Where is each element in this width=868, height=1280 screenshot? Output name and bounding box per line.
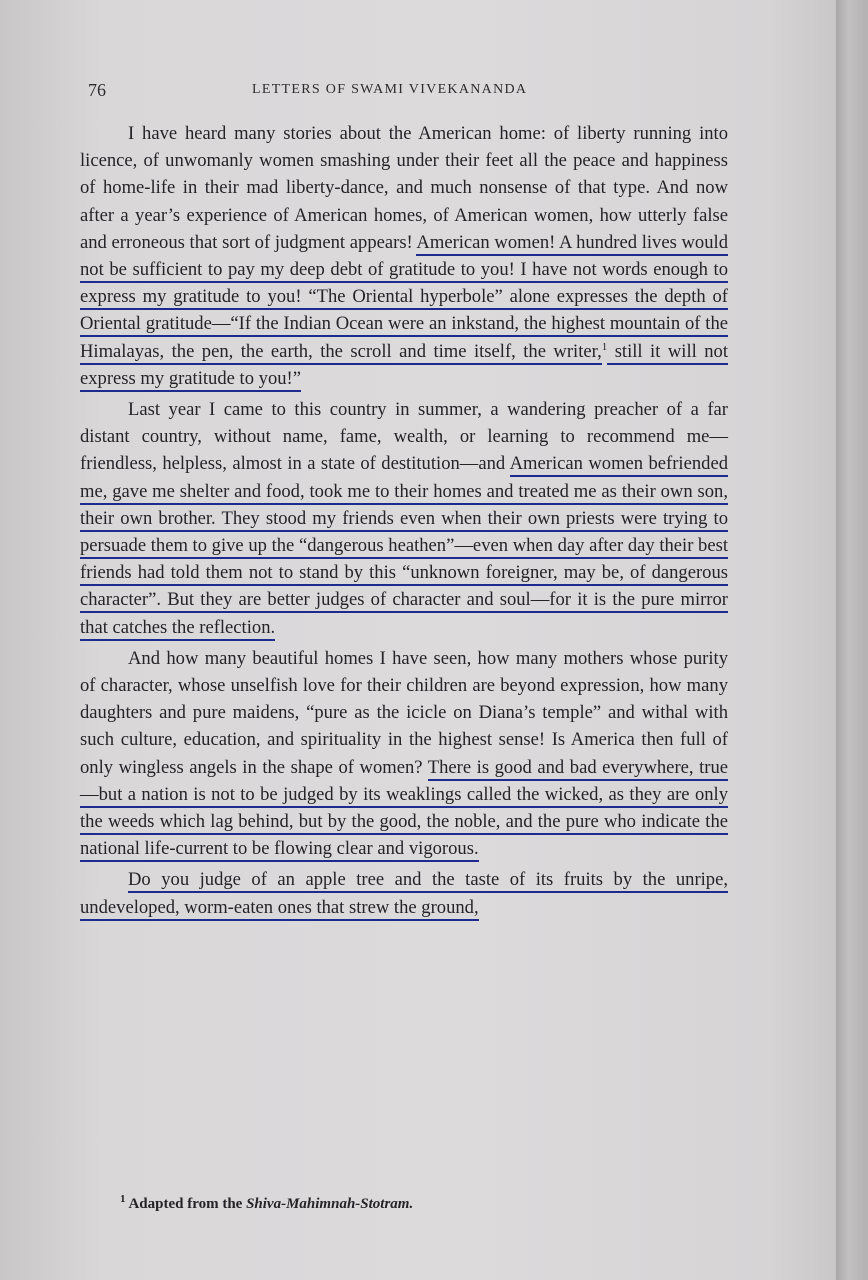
paragraph-1 xyxy=(80,120,728,392)
underlined-passage-3: They stood my friends even when their own priests were trying to persuade them to give up the “dangerous heathen”—even when day after day their best friends had told them not to stand by this “unknown foreigner, may be, of dangerous character”. But they are better judges of character and soul—for it is the pure mirror that catches the reflection. xyxy=(80,508,728,641)
paragraph-1-plain: I have heard many stories about the American home: of liberty running into licence, of unwomanly women smashing under their feet all the peace and happiness of home-life in their mad liberty-dance, and much nonsense of that type. And now after a year’s experience of American homes, of American women, how utterly false and erroneous that sort of judgment appears! xyxy=(80,123,728,253)
paragraph-3 xyxy=(80,645,728,863)
underlined-passage-1-end: still it will not express my gratitude to you!” xyxy=(80,341,728,392)
footnote-source: Shiva-Mahimnah-Stotram. xyxy=(246,1196,414,1212)
paragraph-2-plain: Last year I came to this country in summer, a wandering preacher of a far distant country, without name, fame, wealth, or learning to recommend me—friendless, helpless, almost in a state of destitution—and xyxy=(80,399,728,475)
underlined-passage-4: There is good and bad everywhere, true—but a nation is not to be judged by its weaklings called the wicked, as they are only the weeds which lag behind, but by the good, the noble, and the pure who indicate the national life-current to be flowing clear and vigorous. xyxy=(80,757,728,863)
paragraph-4 xyxy=(80,866,728,920)
running-title: LETTERS OF SWAMI VIVEKANANDA xyxy=(252,82,528,97)
footnote-text: Adapted from the xyxy=(128,1196,247,1212)
paragraph-3-plain: And how many beautiful homes I have seen, how many mothers whose purity of character, whose unselfish love for their children are beyond expression, how many daughters and pure maidens, “pure as the icicle on Diana’s temple” and withal with such culture, education, and spirituality in the highest sense! Is America then full of only wingless angels in the shape of women? xyxy=(80,647,728,778)
paragraph-2 xyxy=(80,396,728,641)
page-edge-shadow xyxy=(836,0,868,1280)
footnote-mark: 1 xyxy=(120,1193,126,1205)
page-number: 76 xyxy=(88,80,106,100)
underlined-passage-2: American women befriended me, gave me shelter and food, took me to their homes and treated me as their own son, their own brother. xyxy=(80,453,728,531)
footnote-reference: 1 xyxy=(601,340,608,353)
page-header xyxy=(88,80,728,104)
underlined-passage-5: Do you judge of an apple tree and the taste of its fruits by the unripe, undeveloped, worm-eaten ones that strew the ground, xyxy=(80,869,728,920)
underlined-passage-1: American women! A hundred lives would not be sufficient to pay my deep debt of gratitude to you! I have not words enough to express my gratitude to you! “The Oriental hyperbole” alone expresses the depth of Oriental gratitude—“If the Indian Ocean were an inkstand, the highest mountain of the Himalayas, the pen, the earth, the scroll and time itself, the writer, xyxy=(80,232,728,365)
footnote xyxy=(120,1193,720,1213)
body-text xyxy=(80,120,728,925)
